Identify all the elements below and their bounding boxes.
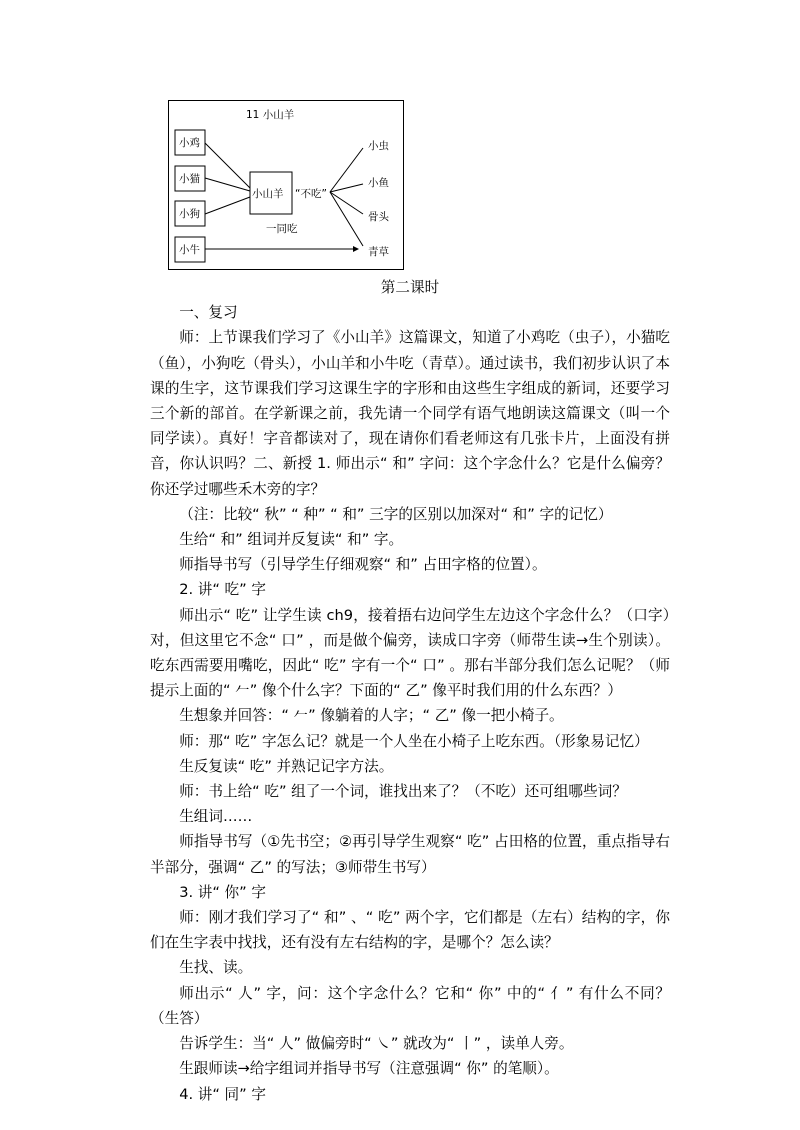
- right-item: 青草: [368, 246, 389, 258]
- paragraph: 师：那“ 吃” 字怎么记？就是一个人坐在小椅子上吃东西。（形象易记忆）: [179, 732, 649, 750]
- left-item: 小牛: [179, 244, 200, 256]
- right-item: 骨头: [368, 211, 389, 223]
- paragraph: 师：书上给“ 吃” 组了一个词，谁找出来了？（不吃）还可组哪些词？: [179, 783, 627, 801]
- left-item: 小鸡: [179, 137, 200, 149]
- left-item: 小猫: [179, 173, 200, 185]
- right-item: 小鱼: [368, 177, 389, 189]
- center-note: “不吃”: [295, 188, 327, 200]
- lesson-heading: 第二课时: [380, 279, 440, 296]
- paragraph: 师出示“ 吃” 让学生读 ch9，接着捂右边问学生左边这个字念什么？（口字）对，但这里它不念“ 口” ，而是做个偏旁，读成口字旁（师带生读→生个别读）。吃东西需要用嘴吃，因此“ 吃” 字有一个“ 口” 。那右半部分我们怎么记呢？（师提示上面的“ 𠂉” 像个什么字？下面的“ 乙” 像平时我们用的什么东西？）: [150, 606, 670, 700]
- diagram-title: 11 小山羊: [246, 109, 295, 121]
- paragraph: 生反复读“ 吃” 并熟记记字方法。: [179, 757, 394, 775]
- lesson-diagram: [168, 100, 404, 270]
- paragraph: 师：上节课我们学习了《小山羊》这篇课文，知道了小鸡吃（虫子），小猫吃（鱼），小狗吃（骨头），小山羊和小牛吃（青草）。通过读书，我们初步认识了本课的生字，这节课我们学习这课生字的字形和由这些生字组成的新词，还要学习三个新的部首。在学新课之前，我先请一个同学有语气地朗读这篇课文（叫一个同学读）。真好！字音都读对了，现在请你们看老师这有几张卡片，上面没有拼音，你认识吗？二、新授 1. 师出示“ 和” 字问：这个字念什么？它是什么偏旁？你还学过哪些禾木旁的字？: [150, 329, 670, 498]
- paragraph: 告诉学生：当“ 人” 做偏旁时“ ㇏” 就改为“ 丨” ，读单人旁。: [179, 1035, 574, 1053]
- subheading: 4. 讲“ 同” 字: [179, 1085, 266, 1103]
- paragraph: 师指导书写（①先书空；②再引导学生观察“ 吃” 占田格的位置，重点指导右半部分，强调“ 乙” 的写法；③师带生书写）: [150, 833, 670, 876]
- left-item: 小狗: [179, 208, 200, 220]
- document-body: [150, 275, 670, 1107]
- paragraph: （注：比较“ 秋” “ 种” “ 和” 三字的区别以加深对“ 和” 字的记忆）: [179, 505, 613, 523]
- paragraph: 生给“ 和” 组词并反复读“ 和” 字。: [179, 531, 404, 549]
- paragraph: 生找、读。: [179, 959, 253, 977]
- paragraph: 师指导书写（引导学生仔细观察“ 和” 占田字格的位置）。: [179, 556, 547, 574]
- section-heading: 一、复习: [179, 304, 238, 322]
- right-item: 小虫: [368, 140, 389, 152]
- paragraph: 师出示“ 人” 字，问：这个字念什么？它和“ 你” 中的“ 亻” 有什么不同？（生答）: [150, 984, 670, 1027]
- bottom-note: 一同吃: [266, 223, 298, 235]
- center-item: 小山羊: [252, 188, 284, 200]
- subheading: 3. 讲“ 你” 字: [179, 883, 266, 901]
- paragraph: 生组词……: [179, 808, 253, 826]
- subheading: 2. 讲“ 吃” 字: [179, 581, 266, 599]
- paragraph: 生想象并回答：“ 𠂉” 像躺着的人字；“ 乙” 像一把小椅子。: [179, 707, 564, 725]
- paragraph: 生跟师读→给字组词并指导书写（注意强调“ 你” 的笔顺）。: [179, 1060, 559, 1078]
- diagram-svg: [168, 100, 404, 270]
- paragraph: 师：刚才我们学习了“ 和” 、“ 吃” 两个字，它们都是（左右）结构的字，你们在生字表中找找，还有没有左右结构的字，是哪个？怎么读？: [150, 909, 670, 952]
